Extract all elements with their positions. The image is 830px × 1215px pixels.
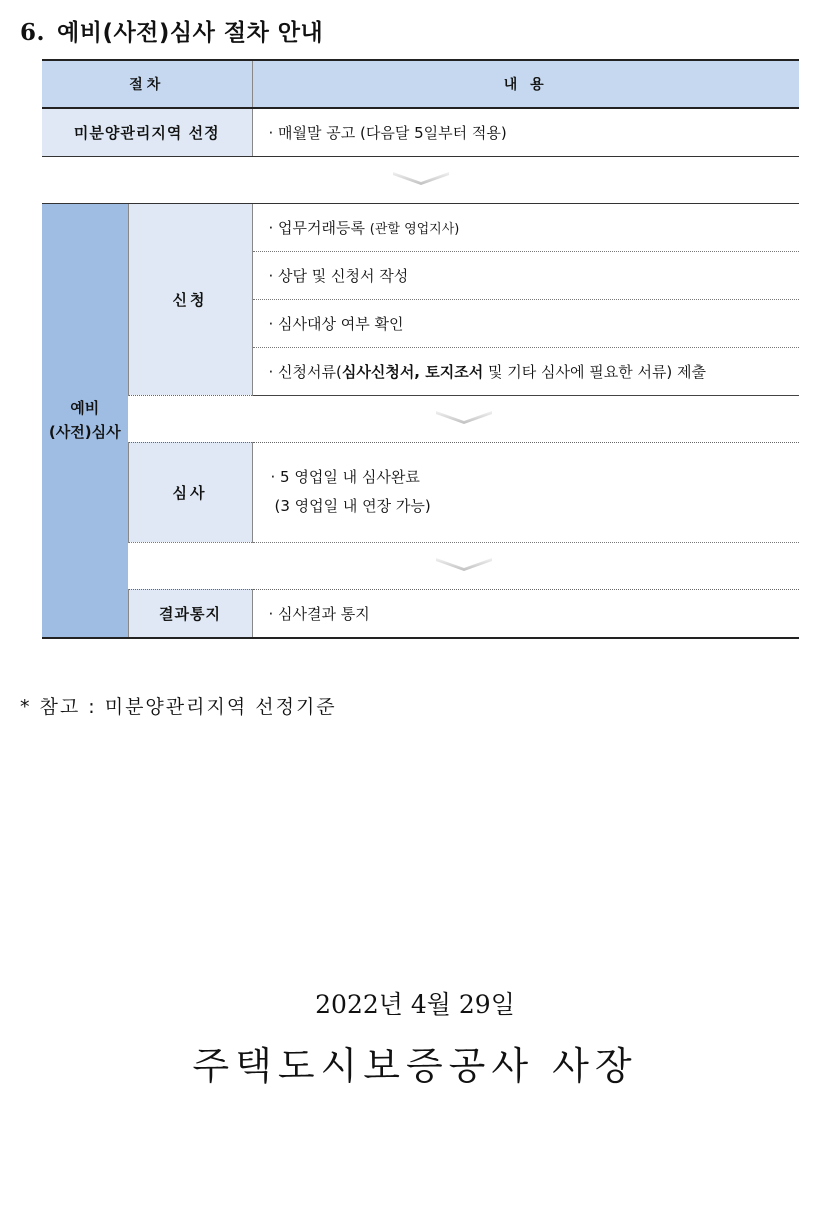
reference-note: * 참고 : 미분양관리지역 선정기준 — [20, 696, 337, 718]
list-item: · 심사대상 여부 확인 — [252, 299, 799, 347]
issue-date: 2022년 4월 29일 — [315, 990, 515, 1019]
apply-row-1 — [42, 203, 799, 251]
header-content: 내 용 — [252, 60, 799, 108]
arrow-row — [42, 542, 799, 589]
table-header-row — [42, 60, 799, 108]
procedure-table — [42, 59, 799, 639]
chevron-down-icon — [436, 556, 492, 572]
apply-label: 신청 — [128, 203, 252, 395]
arrow-row — [42, 156, 799, 203]
group-label: 예비 (사전)심사 — [42, 203, 128, 638]
list-item: · 업무거래등록 (관할 영업지사) — [252, 203, 799, 251]
review-content: · 5 영업일 내 심사완료 (3 영업일 내 연장 가능) — [252, 442, 799, 542]
result-content: · 심사결과 통지 — [252, 589, 799, 638]
section-number: 6. — [20, 19, 46, 46]
list-item: · 상담 및 신청서 작성 — [252, 251, 799, 299]
result-label: 결과통지 — [128, 589, 252, 638]
list-item: · 신청서류(심사신청서, 토지조서 및 기타 심사에 필요한 서류) 제출 — [252, 347, 799, 395]
designation-row — [42, 108, 799, 156]
result-row — [42, 589, 799, 638]
designation-label: 미분양관리지역 선정 — [42, 108, 252, 156]
designation-content: · 매월말 공고 (다음달 5일부터 적용) — [252, 108, 799, 156]
issuer-signature: 주택도시보증공사 사장 — [192, 1044, 638, 1088]
chevron-down-icon — [393, 170, 449, 186]
review-label: 심사 — [128, 442, 252, 542]
arrow-row — [42, 395, 799, 442]
review-row — [42, 442, 799, 542]
header-procedure: 절차 — [42, 60, 252, 108]
chevron-down-icon — [436, 409, 492, 425]
section-title: 예비(사전)심사 절차 안내 — [57, 20, 324, 46]
section-heading — [20, 14, 323, 47]
